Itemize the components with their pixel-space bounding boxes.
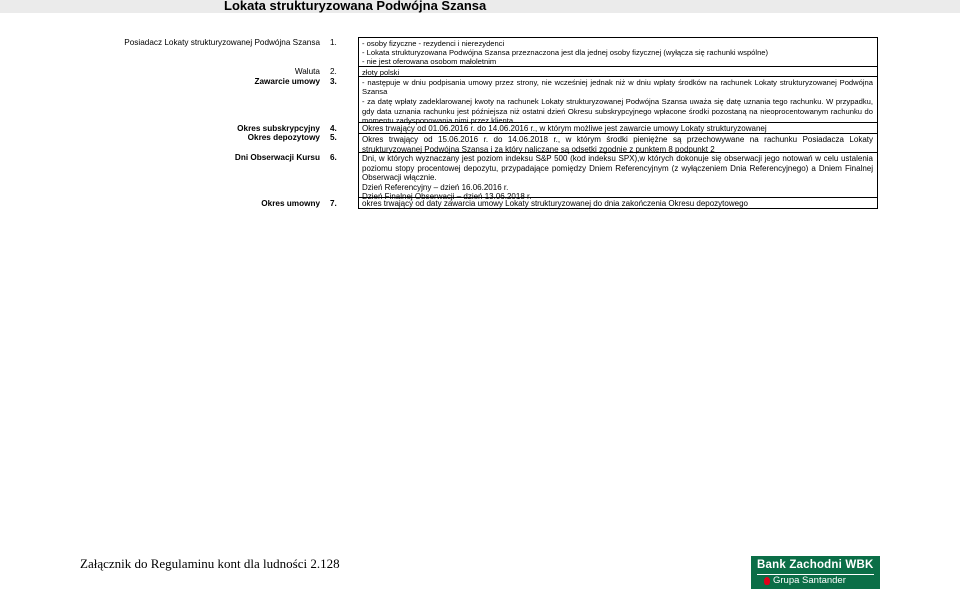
row-label-contract-period: Okres umowny [261,199,320,208]
row-content-account-holder [358,37,878,67]
content-line: Dzień Finalnej Obserwacji – dzień 13.06.2018 r. [362,192,532,202]
row-number: 3. [330,77,337,86]
row-content-contract-period [358,197,878,209]
row-content-observation-days [358,152,878,202]
bank-name: Bank Zachodni WBK [757,559,874,571]
content-line: Dzień Referencyjny – dzień 16.06.2016 r. [362,182,509,192]
content-line: - nie jest oferowana osobom małoletnim [362,57,497,67]
row-label-account-holder: Posiadacz Lokaty strukturyzowanej Podwójna Szansa [124,38,320,47]
content-line: Okres trwający od 01.06.2016 r. do 14.06.2016 r., w którym możliwe jest zawarcie umowy Lokaty strukturyzowanej [362,124,767,133]
row-label-contract-conclusion: Zawarcie umowy [254,77,320,86]
content-paragraph: Okres trwający od 15.06.2016 r. do 14.06.2018 r., w którym środki pieniężne są przechowywane na rachunku Posiadacza Lokaty strukturyzowanej Podwójna Szansa i za który naliczane są odsetki zgodnie z punktem 8 podpunkt 2 [362,135,873,154]
bank-logo [751,556,880,589]
row-number: 2. [330,67,337,76]
row-label-deposit-period: Okres depozytowy [247,133,320,142]
row-label-observation-days: Dni Obserwacji Kursu [234,153,320,162]
group-name: Grupa Santander [773,575,846,586]
row-number: 4. [330,124,337,133]
santander-flame-icon [764,577,770,585]
content-line: - Lokata strukturyzowana Podwójna Szansa przeznaczona jest dla jednej osoby fizycznej (wyłącza się rachunki wspólne) [362,48,769,58]
row-number: 6. [330,153,337,162]
row-content-deposit-period [358,133,878,153]
row-number: 1. [330,38,337,47]
row-number: 7. [330,199,337,208]
footer-annex-note: Załącznik do Regulaminu kont dla ludności 2.128 [80,556,340,571]
row-label-subscription-period: Okres subskrypcyjny [237,124,320,133]
row-content-contract-conclusion [358,76,878,123]
content-paragraph: - za datę wpłaty zadeklarowanej kwoty na rachunek Lokaty strukturyzowanej Podwójna Szansa uważa się datę uznania tego rachunku. W przypadku, gdy data uznania rachunku jest późniejsza niż ostatni dzień Okresu subskrypcyjnego wpłacone środki pozostaną na nieoprocentowanym rachunku do momentu zadysponowania nimi przez klienta. [362,97,873,125]
content-line: okres trwający od daty zawarcia umowy Lokaty strukturyzowanej do dnia zakończenia Okresu depozytowego [362,199,748,208]
content-paragraph: Dni, w których wyznaczany jest poziom indeksu S&P 500 (kod indeksu SPX),w których dokonuje się obserwacji jego notowań w celu ustalenia poziomu stopy procentowej depozytu, przypadające pomiędzy Dniem Referencyjnym (z wyłączeniem Dnia Referencyjnego) a Dniem Finalnej Obserwacji włącznie. [362,154,873,183]
page-title: Lokata strukturyzowana Podwójna Szansa [224,0,487,13]
row-number: 5. [330,133,337,142]
content-paragraph: - następuje w dniu podpisania umowy przez strony, nie wcześniej jednak niż w dniu wpłaty środków na rachunek Lokaty strukturyzowanej Podwójna Szansa [362,78,873,97]
row-label-currency: Waluta [294,67,320,76]
content-line: złoty polski [362,68,400,77]
content-line: - osoby fizyczne - rezydenci i nierezydenci [362,39,505,48]
